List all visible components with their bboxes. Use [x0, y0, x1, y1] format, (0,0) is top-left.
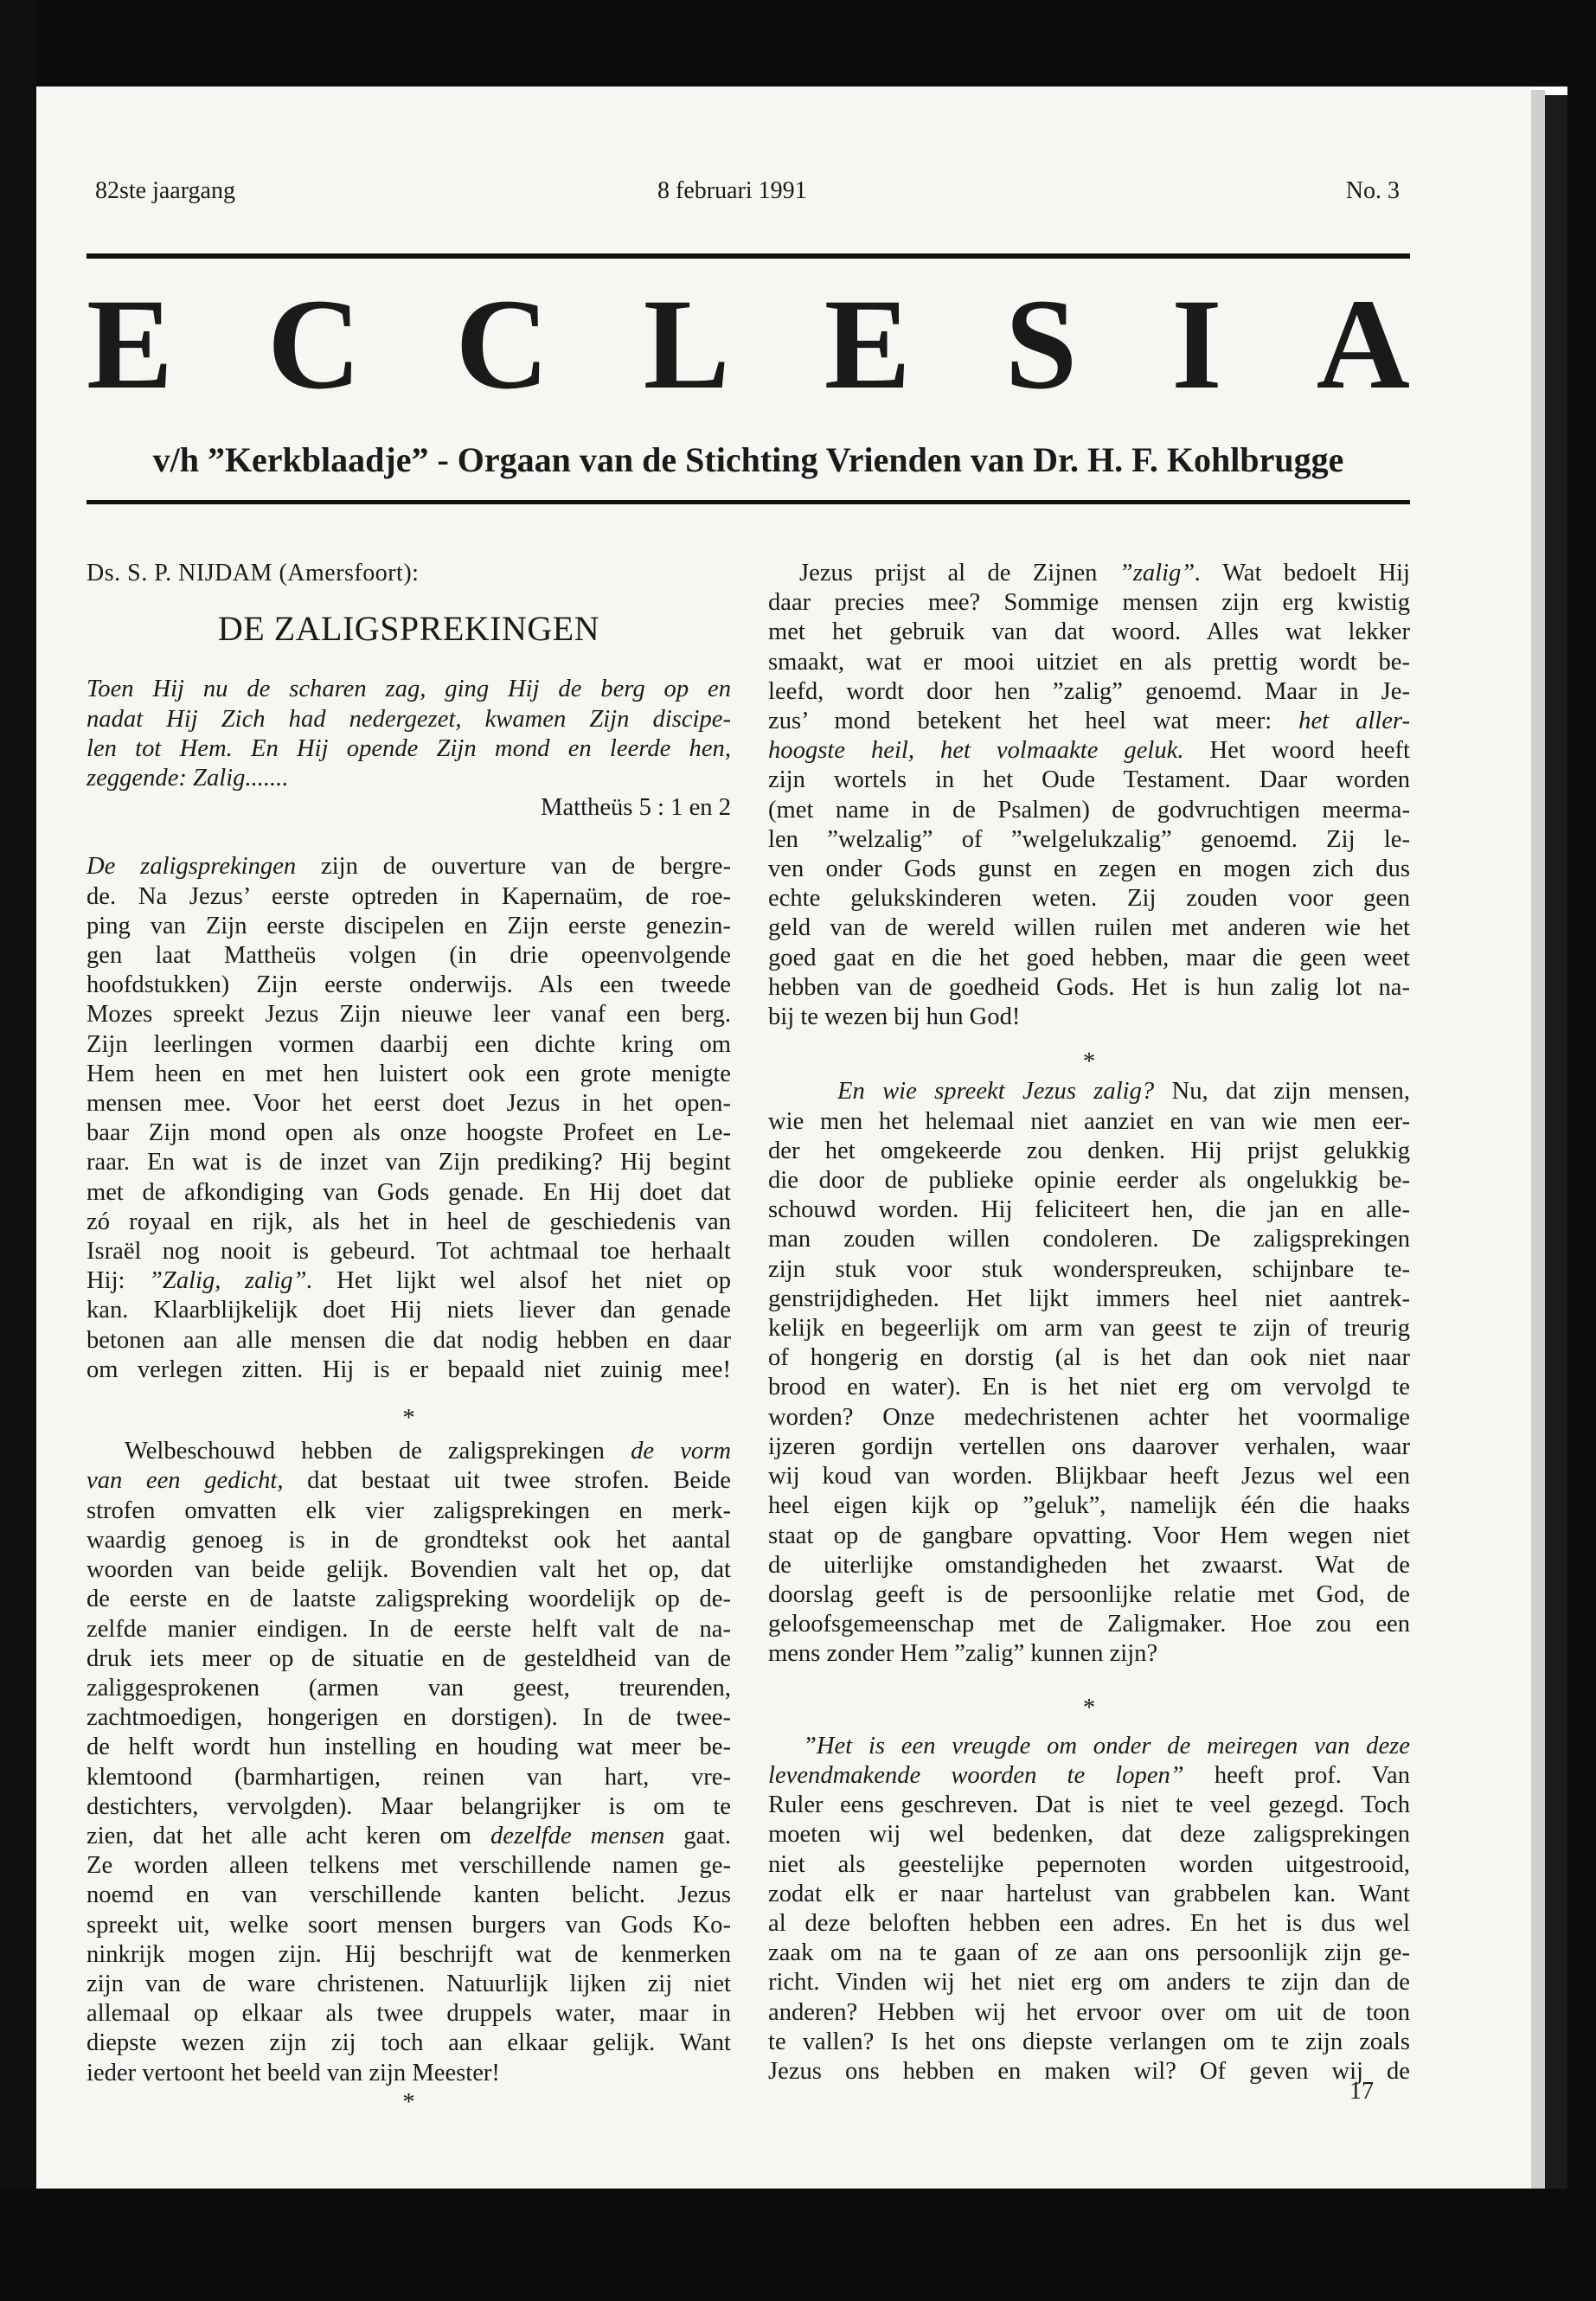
- masthead-letter: S: [1004, 272, 1078, 416]
- paragraph-line: levendmakende woorden te lopen” heeft prof. Van: [768, 1761, 1410, 1789]
- paragraph-line: hoogste heil, het volmaakte geluk. Het woord heeft: [768, 737, 1410, 765]
- inline-italic: de vorm: [631, 1438, 731, 1465]
- paragraph-line: de helft wordt hun instelling en houding wat meer be-: [87, 1734, 731, 1761]
- article-title: DE ZALIGSPREKINGEN: [217, 609, 600, 649]
- masthead-subtitle: v/h ”Kerkblaadje” - Orgaan van de Stichting Vrienden van Dr. H. F. Kohlbrugge: [152, 440, 1344, 479]
- paragraph-line: anderen? Hebben wij het ervoor over om uit de toon: [768, 1998, 1410, 2026]
- paragraph-line: Mozes spreekt Jezus Zijn nieuwe leer vanaf een berg.: [87, 1001, 731, 1029]
- paragraph-line: allemaal op elkaar als twee druppels water, maar in: [87, 2000, 731, 2028]
- paragraph-line: zus’ mond betekent het heel wat meer: het aller-: [768, 708, 1410, 735]
- paragraph-line: staat op de gangbare opvatting. Voor Hem wegen niet: [768, 1522, 1410, 1549]
- paragraph-line: hoofdstukken) Zijn eerste onderwijs. Als een tweede: [87, 971, 731, 999]
- paragraph-line: waardig genoeg is in de grondtekst ook het aantal: [87, 1526, 731, 1554]
- issue-date: 8 februari 1991: [657, 177, 807, 204]
- page-edge-light: [1531, 90, 1545, 2189]
- article-author: Ds. S. P. NIJDAM (Amersfoort):: [87, 560, 420, 586]
- paragraph-line: zelfde manier eindigen. In de eerste helft valt de na-: [87, 1615, 731, 1643]
- masthead-title: [87, 272, 1410, 416]
- masthead-letter: L: [643, 272, 730, 416]
- paragraph-line: zodat elk er naar hartelust van grabbelen kan. Want: [768, 1880, 1410, 1907]
- scan-border-bottom: [0, 2189, 1596, 2301]
- paragraph-line: of hongerig en dorstig (al is het dan ook niet naar: [768, 1344, 1410, 1372]
- paragraph-line: (met name in de Psalmen) de godvruchtigen meerma-: [768, 796, 1410, 824]
- paragraph-line: met de afkondiging van Gods genade. En Hij doet dat: [87, 1178, 731, 1206]
- paragraph-line: worden? Onze medechristenen achter het voormalige: [768, 1403, 1410, 1431]
- masthead-letter: C: [455, 272, 549, 416]
- epigraph-reference: Mattheüs 5 : 1 en 2: [541, 794, 731, 822]
- paragraph-line: Ruler eens geschreven. Dat is niet te veel gezegd. Toch: [768, 1791, 1410, 1819]
- paragraph-line: smaakt, wat er mooi uitziet en als prettig wordt be-: [768, 648, 1410, 676]
- paragraph-line: die door de publieke opinie eerder als ongelukkig be-: [768, 1167, 1410, 1195]
- inline-italic: En wie spreekt Jezus zalig?: [837, 1078, 1155, 1106]
- inline-italic: ”zalig”.: [1118, 560, 1202, 586]
- section-separator: *: [1082, 1048, 1096, 1076]
- masthead-letter: A: [1316, 272, 1410, 416]
- paragraph-line: ninkrijk mogen zijn. Hij beschrijft wat de kenmerken: [87, 1940, 731, 1968]
- inline-italic: dezelfde mensen: [490, 1822, 665, 1849]
- paragraph-line: al deze beloften hebben een adres. En het is dus wel: [768, 1909, 1410, 1937]
- paragraph-line: Hij: ”Zalig, zalig”. Het lijkt wel alsof het niet op: [87, 1267, 731, 1295]
- paragraph-line: Zijn leerlingen vormen daarbij een dichte kring om: [87, 1030, 731, 1058]
- section-separator: *: [1082, 1694, 1096, 1721]
- paragraph-line: geloofsgemeenschap met de Zaligmaker. Hoe zou een: [768, 1611, 1410, 1638]
- paragraph-line: doorslag geeft is de persoonlijke relatie met God, de: [768, 1580, 1410, 1608]
- paragraph-line: len ”welzalig” of ”welgelukzalig” genoemd. Zij le-: [768, 825, 1410, 853]
- paragraph-line: De zaligsprekingen zijn de ouverture van de bergre-: [87, 853, 731, 881]
- paragraph-line: woorden van beide gelijk. Bovendien valt het op, dat: [87, 1556, 731, 1584]
- paragraph-line: ping van Zijn eerste discipelen en Zijn eerste genezin-: [87, 912, 731, 939]
- paragraph-line: betonen aan alle mensen die dat nodig hebben en daar: [87, 1326, 731, 1354]
- paragraph-line: de. Na Jezus’ eerste optreden in Kapernaüm, de roe-: [87, 882, 731, 910]
- epigraph-line: Toen Hij nu de scharen zag, ging Hij de berg op en: [87, 676, 731, 703]
- scan-border-right: [1567, 0, 1596, 2301]
- left-column: [87, 559, 731, 2118]
- paragraph-line: zaliggesprokenen (armen van geest, treurenden,: [87, 1674, 731, 1702]
- paragraph-line: niet als geestelijke pepernoten worden uitgestrooid,: [768, 1850, 1410, 1878]
- paragraph-line: moeten wij wel bedenken, dat deze zaligsprekingen: [768, 1821, 1410, 1849]
- paragraph-line: der het omgekeerde zou denken. Hij prijst gelukkig: [768, 1137, 1410, 1164]
- inline-italic: ”Zalig, zalig”.: [149, 1267, 313, 1295]
- paragraph-line: brood en water). En is het niet erg om vervolgd te: [768, 1374, 1410, 1401]
- paragraph-line: mens zonder Hem ”zalig” kunnen zijn?: [768, 1640, 1158, 1668]
- paragraph-line: Welbeschouwd hebben de zaligsprekingen de vorm: [125, 1438, 731, 1465]
- paragraph-line: geld van de wereld willen ruilen met anderen wie het: [768, 914, 1410, 942]
- paragraph-line: spreekt uit, welke soort mensen burgers van Gods Ko-: [87, 1911, 731, 1939]
- paragraph-line: de eerste en de laatste zaligspreking woordelijk op de-: [87, 1586, 731, 1613]
- paragraph-line: om verlegen zitten. Hij is er bepaald niet zuinig mee!: [87, 1356, 731, 1383]
- inline-italic: De zaligsprekingen: [87, 853, 297, 881]
- page-edge-dark: [1545, 95, 1567, 2189]
- paragraph-line: wie men het helemaal niet aanziet en van wie men eer-: [768, 1107, 1410, 1135]
- issue-header: [87, 177, 1410, 207]
- inline-italic: hoogste heil, het volmaakte geluk.: [768, 737, 1184, 765]
- page-number: 17: [1349, 2078, 1374, 2105]
- scan-border-left: [0, 0, 36, 2301]
- paragraph-line: En wie spreekt Jezus zalig? Nu, dat zijn mensen,: [837, 1078, 1410, 1106]
- paragraph-line: Israël nog nooit is gebeurd. Tot achtmaal toe herhaalt: [87, 1238, 731, 1266]
- paragraph-line: mensen mee. Voor het eerst doet Jezus in het open-: [87, 1090, 731, 1118]
- paragraph-line: strofen omvatten elk vier zaligsprekingen en merk-: [87, 1497, 731, 1524]
- paragraph-line: de uiterlijke omstandigheden het zwaarst. Wat de: [768, 1551, 1410, 1579]
- paragraph-line: druk iets meer op de situatie en de gesteldheid van de: [87, 1644, 731, 1672]
- paragraph-line: echte gelukskinderen weten. Zij zouden voor geen: [768, 885, 1410, 913]
- paragraph-line: heel eigen kijk op ”geluk”, namelijk één die haaks: [768, 1492, 1410, 1520]
- issue-number: No. 3: [1345, 177, 1400, 204]
- paragraph-line: kelijk en begeerlijk om arm van geest te zijn of treurig: [768, 1315, 1410, 1343]
- paragraph-line: zachtmoedigen, hongerigen en dorstigen). In de twee-: [87, 1704, 731, 1732]
- paragraph-line: zó royaal en rijk, als het in heel de geschiedenis van: [87, 1208, 731, 1235]
- paragraph-line: zaak om na te gaan of ze aan ons persoonlijk zijn ge-: [768, 1939, 1410, 1967]
- paragraph-line: wij koud van worden. Blijkbaar heeft Jezus wel een: [768, 1463, 1410, 1490]
- paragraph-line: daar precies mee? Sommige mensen zijn erg kwistig: [768, 589, 1410, 617]
- epigraph-line: zeggende: Zalig.......: [87, 765, 289, 792]
- paragraph-line: richt. Vinden wij het niet erg om anders te zijn dan de: [768, 1969, 1410, 1997]
- paragraph-line: raar. En wat is de inzet van Zijn prediking? Hij begint: [87, 1149, 731, 1176]
- inline-italic: van een gedicht,: [87, 1467, 284, 1495]
- epigraph-line: nadat Hij Zich had nedergezet, kwamen Zijn discipe-: [87, 705, 731, 733]
- paragraph-line: gen laat Mattheüs volgen (in drie opeenvolgende: [87, 942, 731, 970]
- paragraph-line: ven onder Gods gunst en zegen en mogen zich dus: [768, 856, 1410, 883]
- paragraph-line: met het gebruik van dat woord. Alles wat lekker: [768, 619, 1410, 646]
- volume-label: 82ste jaargang: [95, 177, 235, 204]
- masthead-letter: I: [1171, 272, 1222, 416]
- paragraph-line: bij te wezen bij hun God!: [768, 1003, 1021, 1031]
- section-separator: *: [402, 1405, 415, 1433]
- paragraph-line: baar Zijn mond open als onze hoogste Profeet en Le-: [87, 1119, 731, 1147]
- paragraph-line: van een gedicht, dat bestaat uit twee strofen. Beide: [87, 1467, 731, 1495]
- paragraph-line: Ze worden alleen telkens met verschillende namen ge-: [87, 1852, 731, 1880]
- masthead-letter: E: [87, 272, 174, 416]
- paragraph-line: kan. Klaarblijkelijk doet Hij niets liever dan genade: [87, 1297, 731, 1324]
- epigraph-line: len tot Hem. En Hij opende Zijn mond en leerde hen,: [87, 734, 731, 762]
- paragraph-line: diepste wezen zijn zij toch aan elkaar gelijk. Want: [87, 2029, 731, 2057]
- paragraph-line: Jezus prijst al de Zijnen ”zalig”. Wat bedoelt Hij: [799, 560, 1410, 586]
- paragraph-line: te vallen? Is het ons diepste verlangen om te zijn zoals: [768, 2028, 1410, 2055]
- inline-italic: ”Het is een vreugde om onder de meiregen van deze: [803, 1732, 1410, 1759]
- masthead-letter: E: [824, 272, 911, 416]
- scan-border-top: [0, 0, 1596, 87]
- paragraph-line: ijzeren gordijn vertellen ons daarover verhalen, waar: [768, 1433, 1410, 1460]
- inline-italic: levendmakende woorden te lopen”: [768, 1761, 1184, 1789]
- inline-italic: het aller-: [1298, 708, 1410, 735]
- paragraph-line: zijn wortels in het Oude Testament. Daar worden: [768, 766, 1410, 794]
- paragraph-line: zien, dat het alle acht keren om dezelfde mensen gaat.: [87, 1822, 732, 1849]
- paragraph-line: zijn van de ware christenen. Natuurlijk lijken zij niet: [87, 1970, 731, 1997]
- paragraph-line: Hem heen en met hen luistert ook een grote menigte: [87, 1060, 731, 1087]
- paragraph-line: goed gaat en die het goed hebben, maar die geen weet: [768, 944, 1410, 971]
- paragraph-line: destichters, vervolgden). Maar belangrijker is om te: [87, 1792, 731, 1820]
- header-rule-bottom: [87, 500, 1410, 504]
- paragraph-line: schouwd worden. Hij feliciteert hen, die jan en alle-: [768, 1196, 1410, 1224]
- paragraph-line: Jezus ons hebben en maken wil? Of geven wij de: [768, 2057, 1410, 2085]
- paragraph-line: leefd, wordt door hen ”zalig” genoemd. Maar in Je-: [768, 677, 1410, 705]
- paragraph-line: zijn stuk voor stuk wonderspreuken, schijnbare te-: [768, 1255, 1410, 1283]
- paragraph-line: [768, 1732, 1410, 1761]
- paragraph-line: noemd en van verschillende kanten belicht. Jezus: [87, 1881, 731, 1909]
- section-separator: *: [402, 2088, 415, 2116]
- paragraph-line: ieder vertoont het beeld van zijn Meester!: [87, 2059, 500, 2086]
- paragraph-line: genstrijdigheden. Het lijkt immers heel niet aantrek-: [768, 1285, 1410, 1312]
- paragraph-line: klemtoond (barmhartigen, reinen van hart, vre-: [87, 1763, 731, 1791]
- right-column: [768, 559, 1410, 2086]
- header-rule-top: [87, 253, 1410, 259]
- paragraph-line: man zouden willen condoleren. De zaligsprekingen: [768, 1226, 1410, 1253]
- masthead-letter: C: [267, 272, 362, 416]
- paragraph-line: hebben van de goedheid Gods. Het is hun zalig lot na-: [768, 973, 1410, 1001]
